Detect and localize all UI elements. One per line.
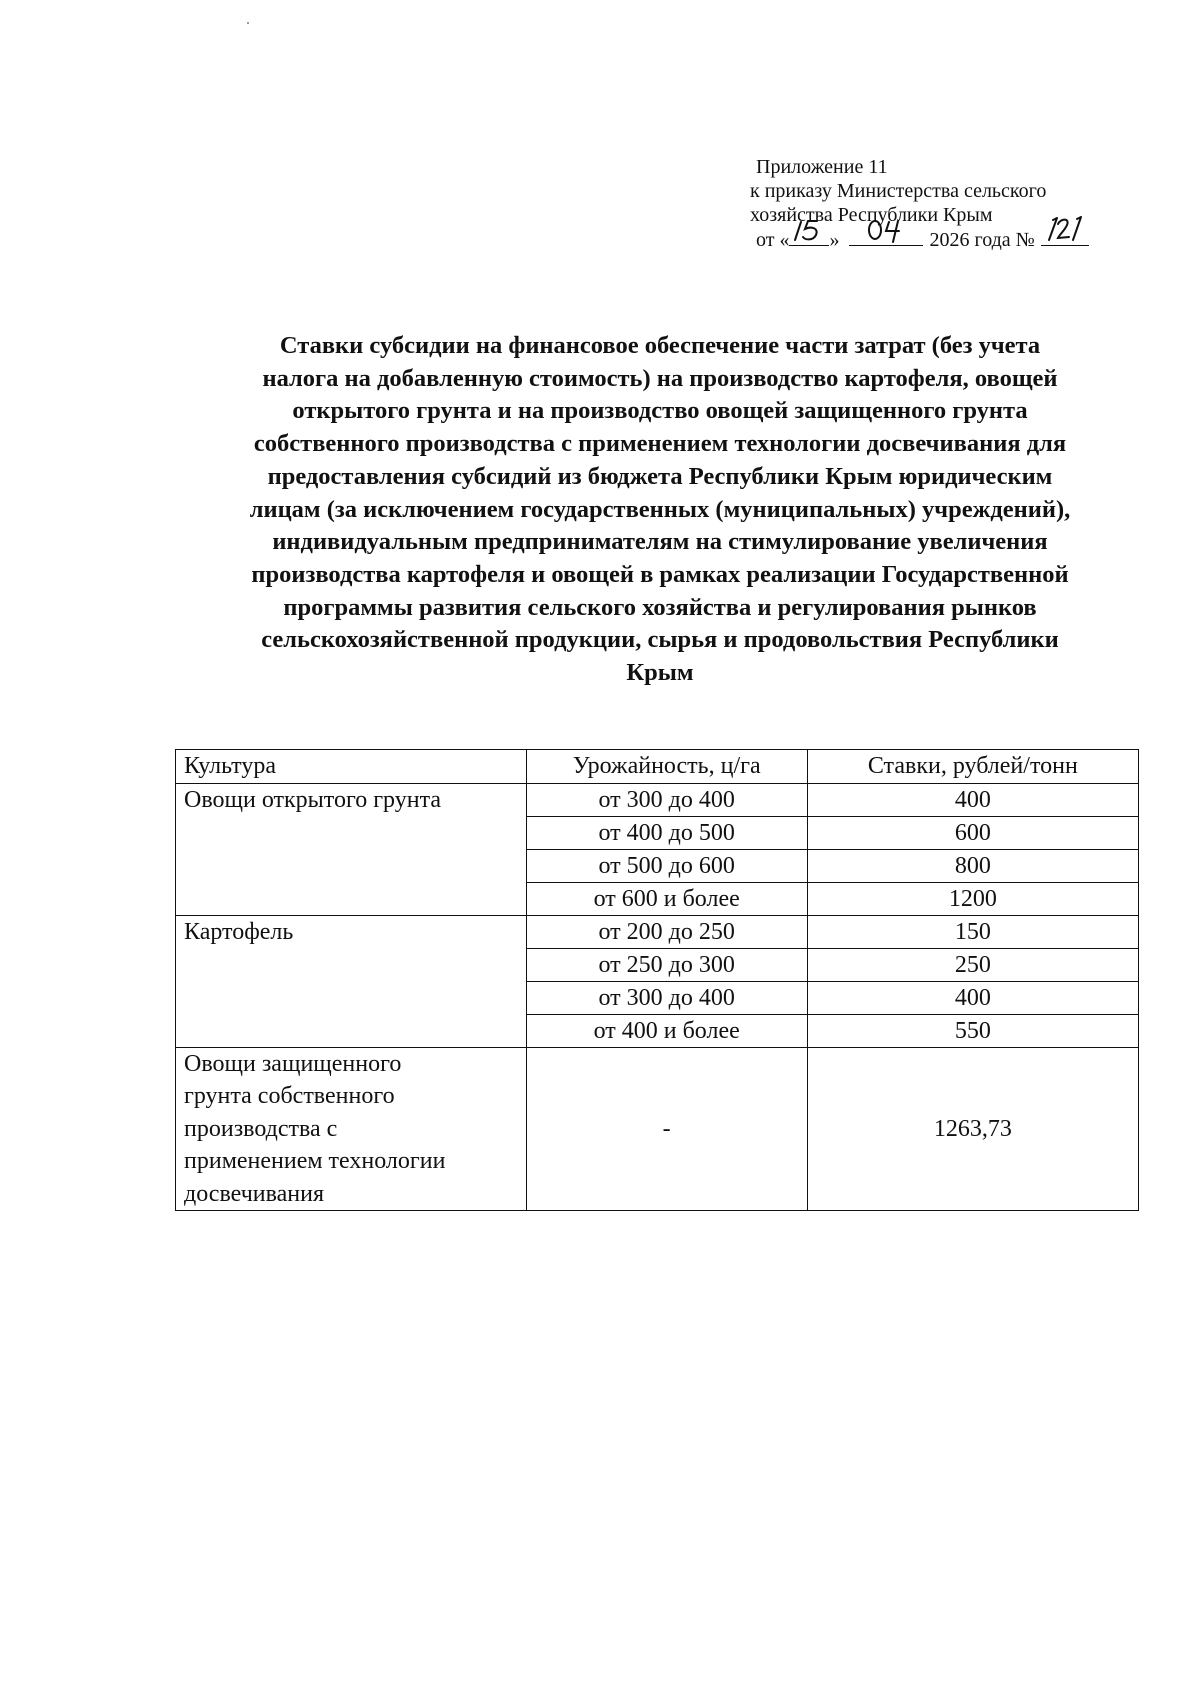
- header-culture: Культура: [176, 750, 527, 784]
- handwritten-day: [789, 227, 829, 246]
- header-yield: Урожайность, ц/га: [526, 750, 807, 784]
- title-line: сельскохозяйственной продукции, сырья и продовольствия Республики: [261, 626, 1059, 654]
- culture-line: грунта собственного: [184, 1083, 395, 1110]
- title-line: открытого грунта и на производство овощей защищенного грунта: [292, 397, 1028, 425]
- subsidy-rates-table: [175, 749, 1139, 1211]
- culture-line: Овощи защищенного: [184, 1051, 402, 1077]
- culture-cell: Овощи открытого грунта: [176, 784, 527, 916]
- rate-cell: 150: [807, 916, 1138, 949]
- handwritten-day-ink: [789, 218, 829, 244]
- yield-cell: от 300 до 400: [526, 982, 807, 1015]
- date-quote-close: »: [829, 229, 840, 251]
- title-line: Крым: [626, 659, 694, 687]
- rate-cell: 600: [807, 817, 1138, 850]
- appendix-date-line: [750, 227, 1170, 257]
- yield-cell: -: [526, 1048, 807, 1211]
- appendix-order-line: к приказу Министерства сельского: [750, 180, 1047, 202]
- title-line: предоставления субсидий из бюджета Республики Крым юридическим: [267, 462, 1053, 490]
- title-line: производства картофеля и овощей в рамках реализации Государственной: [251, 560, 1069, 588]
- rate-cell: 1263,73: [807, 1048, 1138, 1211]
- table-row: [176, 784, 1139, 817]
- handwritten-month-ink: [849, 218, 923, 244]
- title-line: программы развития сельского хозяйства и регулирования рынков: [283, 593, 1037, 621]
- scan-artifact: [247, 22, 249, 24]
- culture-cell: [176, 1048, 527, 1211]
- yield-cell: от 500 до 600: [526, 850, 807, 883]
- title-line: лицам (за исключением государственных (муниципальных) учреждений),: [249, 495, 1071, 523]
- culture-line: применением технологии: [184, 1148, 446, 1175]
- title-line: налога на добавленную стоимость) на производство картофеля, овощей: [262, 364, 1058, 392]
- table-header-row: [176, 750, 1139, 784]
- title-line: индивидуальным предпринимателям на стимулирование увеличения: [272, 528, 1048, 556]
- date-prefix: от «: [756, 229, 790, 251]
- rate-cell: 400: [807, 784, 1138, 817]
- yield-cell: от 600 и более: [526, 883, 807, 916]
- rate-cell: 250: [807, 949, 1138, 982]
- handwritten-number-ink: [1041, 214, 1089, 244]
- rate-cell: 550: [807, 1015, 1138, 1048]
- yield-cell: от 250 до 300: [526, 949, 807, 982]
- appendix-ministry-line: хозяйства Республики Крым: [750, 204, 993, 226]
- title-line: собственного производства с применением технологии досвечивания для: [253, 430, 1067, 458]
- culture-line: производства с: [184, 1115, 338, 1142]
- yield-cell: от 200 до 250: [526, 916, 807, 949]
- culture-cell: Картофель: [176, 916, 527, 1048]
- appendix-header: [750, 155, 1170, 257]
- table-row: [176, 1048, 1139, 1211]
- yield-cell: от 400 до 500: [526, 817, 807, 850]
- rate-cell: 800: [807, 850, 1138, 883]
- appendix-title: Приложение 11: [756, 156, 888, 178]
- culture-line: досвечивания: [184, 1180, 325, 1207]
- document-title: [180, 330, 1140, 690]
- rate-cell: 1200: [807, 883, 1138, 916]
- yield-cell: от 300 до 400: [526, 784, 807, 817]
- date-year: 2026 года №: [929, 229, 1035, 251]
- header-rate: Ставки, рублей/тонн: [807, 750, 1138, 784]
- handwritten-month: [849, 227, 923, 246]
- handwritten-number: [1041, 227, 1089, 246]
- title-line: Ставки субсидии на финансовое обеспечение части затрат (без учета: [279, 332, 1041, 359]
- rate-cell: 400: [807, 982, 1138, 1015]
- table-row: [176, 916, 1139, 949]
- yield-cell: от 400 и более: [526, 1015, 807, 1048]
